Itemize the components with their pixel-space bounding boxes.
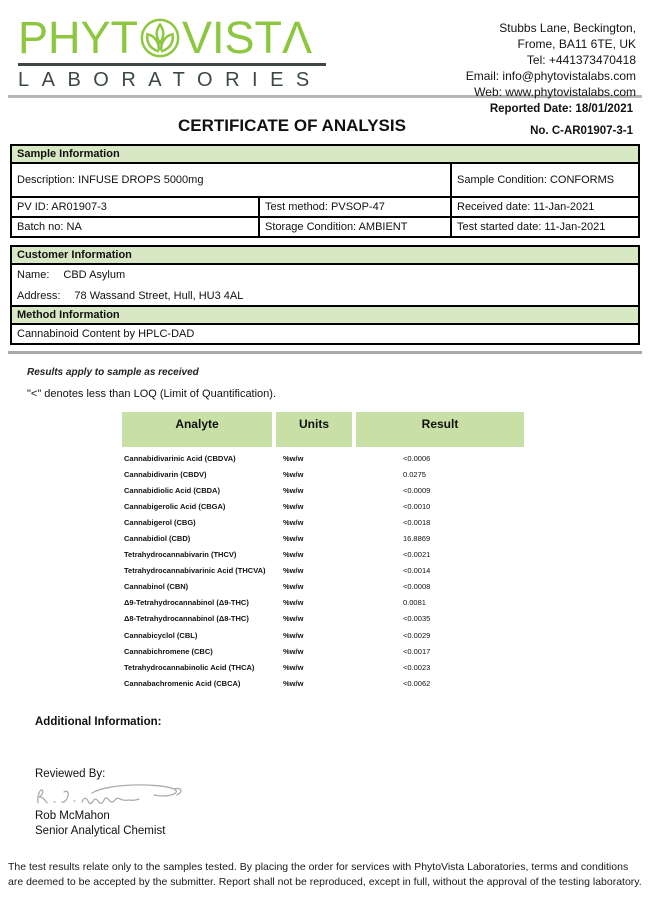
table-row xyxy=(122,514,520,530)
footer-disclaimer: The test results relate only to the samples tested. By placing the order for services with PhytoVista Laboratories, terms and conditions are deemed to be accepted by the submitter. Report shall not be reproduced, except in full, without the approval of the testing laboratory. xyxy=(8,861,642,888)
certificate-title: CERTIFICATE OF ANALYSIS xyxy=(178,116,406,135)
logo-text-right: VISTΛ xyxy=(182,12,313,63)
section-divider xyxy=(8,351,642,354)
analyte-name: Cannabidivarinic Acid (CBDVA) xyxy=(124,453,236,463)
analyte-units: %w/w xyxy=(283,582,304,592)
customer-name-value: CBD Asylum xyxy=(63,268,126,281)
signature xyxy=(28,781,198,809)
analyte-result: <0.0021 xyxy=(403,550,431,560)
analyte-result: <0.0010 xyxy=(403,501,431,511)
analyte-result: 16.8869 xyxy=(403,534,431,544)
table-row xyxy=(122,611,520,627)
analyte-units: %w/w xyxy=(283,566,304,576)
analyte-result: <0.0035 xyxy=(403,614,431,624)
column-header-analyte: Analyte xyxy=(122,412,272,447)
analyte-name: Cannabidiol (CBD) xyxy=(124,534,191,544)
analyte-units: %w/w xyxy=(283,534,304,544)
logo-wordmark xyxy=(18,12,326,63)
analyte-units: %w/w xyxy=(283,678,304,688)
reviewer-title: Senior Analytical Chemist xyxy=(35,825,166,838)
phytovista-logo xyxy=(18,12,326,92)
reported-date: Reported Date: 18/01/2021 xyxy=(489,103,633,115)
sample-description-cell: Description: INFUSE DROPS 5000mg xyxy=(11,163,451,197)
results-table-body xyxy=(122,450,520,691)
analyte-units: %w/w xyxy=(283,517,304,527)
leaf-logo-icon xyxy=(139,17,181,59)
customer-address-line xyxy=(17,290,633,302)
analyte-name: Tetrahydrocannabivarinic Acid (THCVA) xyxy=(124,566,266,576)
customer-address-label: Address: xyxy=(17,289,61,302)
method-cell: Cannabinoid Content by HPLC-DAD xyxy=(11,324,639,344)
logo-subtitle: LABORATORIES xyxy=(18,69,322,91)
storage-condition-cell: Storage Condition: AMBIENT xyxy=(259,217,451,237)
sample-information-table xyxy=(10,144,640,238)
analyte-units: %w/w xyxy=(283,630,304,640)
analyte-name: Cannabicyclol (CBL) xyxy=(124,630,198,640)
customer-information-header: Customer Information xyxy=(11,246,639,264)
address-line: Web: www.phytovistalabs.com xyxy=(474,85,636,99)
column-header-result: Result xyxy=(356,412,524,447)
analyte-result: <0.0017 xyxy=(403,646,431,656)
logo-divider xyxy=(18,63,326,66)
table-row xyxy=(122,530,520,546)
analyte-units: %w/w xyxy=(283,662,304,672)
results-table xyxy=(122,412,520,691)
address-line: Email: info@phytovistalabs.com xyxy=(465,69,636,83)
analyte-result: 0.0275 xyxy=(403,469,426,479)
received-date-cell: Received date: 11-Jan-2021 xyxy=(451,197,639,217)
address-line: Frome, BA11 6TE, UK xyxy=(517,37,636,51)
additional-information-label: Additional Information: xyxy=(35,716,162,729)
batch-no-cell: Batch no: NA xyxy=(11,217,259,237)
analyte-units: %w/w xyxy=(283,469,304,479)
analyte-result: <0.0023 xyxy=(403,662,431,672)
certificate-number: No. C-AR01907-3-1 xyxy=(530,125,633,137)
analyte-result: <0.0006 xyxy=(403,453,431,463)
analyte-name: Cannabigerol (CBG) xyxy=(124,517,196,527)
table-row xyxy=(122,643,520,659)
customer-name-label: Name: xyxy=(17,268,50,281)
analyte-name: Cannabigerolic Acid (CBGA) xyxy=(124,501,226,511)
analyte-units: %w/w xyxy=(283,485,304,495)
customer-address-value: 78 Wassand Street, Hull, HU3 4AL xyxy=(74,289,244,302)
table-row xyxy=(122,595,520,611)
table-row xyxy=(122,466,520,482)
analyte-result: 0.0081 xyxy=(403,598,426,608)
results-note: Results apply to sample as received xyxy=(27,367,199,378)
analyte-result: <0.0062 xyxy=(403,678,431,688)
table-row xyxy=(122,498,520,514)
table-row xyxy=(122,659,520,675)
analyte-result: <0.0029 xyxy=(403,630,431,640)
analyte-name: Cannabachromenic Acid (CBCA) xyxy=(124,678,241,688)
analyte-name: Cannabidiolic Acid (CBDA) xyxy=(124,485,220,495)
analyte-name: Tetrahydrocannabinolic Acid (THCA) xyxy=(124,662,255,672)
test-method-cell: Test method: PVSOP-47 xyxy=(259,197,451,217)
analyte-units: %w/w xyxy=(283,453,304,463)
sample-information-header: Sample Information xyxy=(11,145,639,163)
reviewer-name: Rob McMahon xyxy=(35,810,110,823)
analyte-name: Cannabinol (CBN) xyxy=(124,582,189,592)
reviewed-by-label: Reviewed By: xyxy=(35,768,106,781)
table-row xyxy=(122,482,520,498)
customer-name-line xyxy=(17,269,633,281)
column-header-units: Units xyxy=(276,412,352,447)
pv-id-cell: PV ID: AR01907-3 xyxy=(11,197,259,217)
table-row xyxy=(122,675,520,691)
analyte-result: <0.0008 xyxy=(403,582,431,592)
customer-details-cell xyxy=(11,264,639,306)
analyte-result: <0.0018 xyxy=(403,517,431,527)
analyte-name: Cannabichromene (CBC) xyxy=(124,646,213,656)
analyte-result: <0.0014 xyxy=(403,566,431,576)
title-row xyxy=(0,116,650,138)
analyte-units: %w/w xyxy=(283,501,304,511)
sample-condition-cell: Sample Condition: CONFORMS xyxy=(451,163,639,197)
test-started-date-cell: Test started date: 11-Jan-2021 xyxy=(451,217,639,237)
analyte-result: <0.0009 xyxy=(403,485,431,495)
table-row xyxy=(122,563,520,579)
analyte-units: %w/w xyxy=(283,598,304,608)
table-row xyxy=(122,547,520,563)
loq-note: "<" denotes less than LOQ (Limit of Quantification). xyxy=(27,388,277,400)
table-row xyxy=(122,450,520,466)
logo-text-left: PHYT xyxy=(18,12,139,63)
analyte-name: Tetrahydrocannabivarin (THCV) xyxy=(124,550,237,560)
address-line: Stubbs Lane, Beckington, xyxy=(499,21,636,35)
analyte-units: %w/w xyxy=(283,646,304,656)
address-line: Tel: +441373470418 xyxy=(526,53,636,67)
table-row xyxy=(122,579,520,595)
results-table-header xyxy=(122,412,520,447)
analyte-units: %w/w xyxy=(283,614,304,624)
analyte-units: %w/w xyxy=(283,550,304,560)
analyte-name: Δ9-Tetrahydrocannabinol (Δ9-THC) xyxy=(124,598,249,608)
analyte-name: Cannabidivarin (CBDV) xyxy=(124,469,207,479)
method-information-header: Method Information xyxy=(11,306,639,324)
address-block xyxy=(466,20,636,100)
customer-method-table xyxy=(10,245,640,345)
table-row xyxy=(122,627,520,643)
analyte-name: Δ8-Tetrahydrocannabinol (Δ8-THC) xyxy=(124,614,249,624)
header xyxy=(0,0,650,99)
